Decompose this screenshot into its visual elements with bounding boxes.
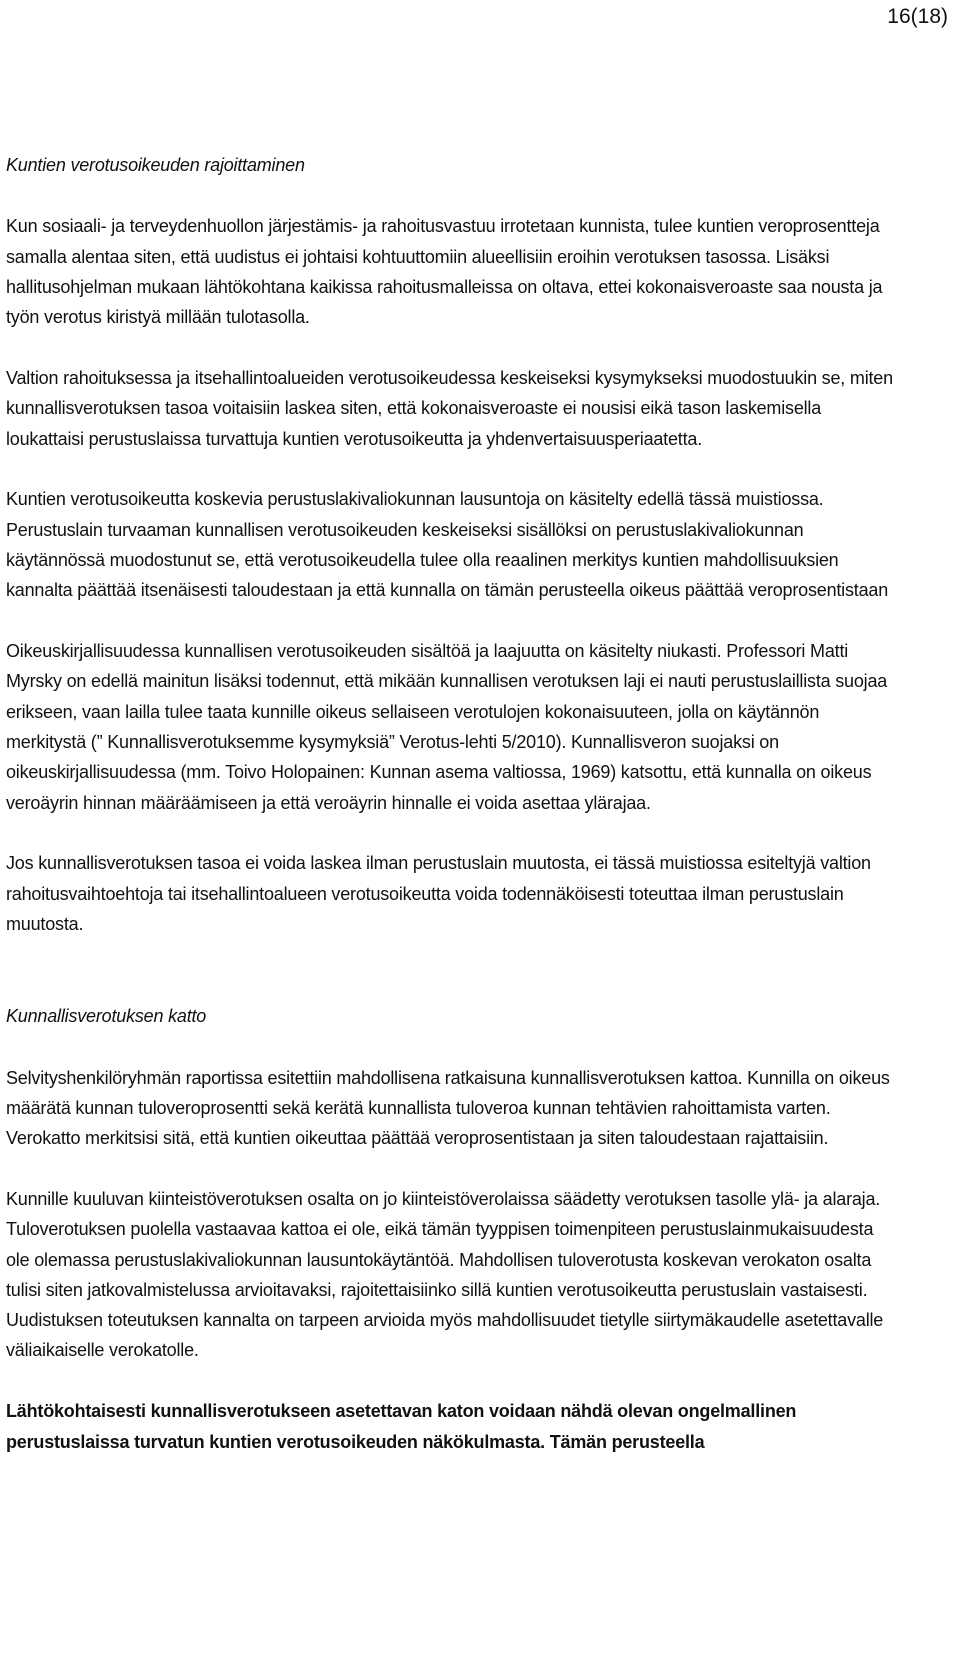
paragraph: Kunnille kuuluvan kiinteistöverotuksen osalta on jo kiinteistöverolaissa säädetty verotuksen tasolle ylä- ja alaraja. Tuloverotuksen puolella vastaavaa kattoa ei ole, eikä tämän tyyppisen toimenpiteen perustuslainmukaisuudesta ole olemassa perustuslakivaliokunnan lausuntokäytäntöä. Mahdollisen tuloverotusta koskevan verokaton osalta tulisi siten jatkovalmistelussa arvioitavaksi, rajoitettaisiinko sillä kuntien verotusoikeutta perustuslain vastaisesti. Uudistuksen toteutuksen kannalta on tarpeen arvioida myös mahdollisuudet tietylle siirtymäkaudelle asetettavalle väliaikaiselle verokatolle. bbox=[6, 1188, 884, 1361]
paragraph: Valtion rahoituksessa ja itsehallintoalueiden verotusoikeudessa keskeiseksi kysymykseksi muodostuukin se, miten kunnallisverotuksen tasoa voitaisiin laskea siten, että kokonaisveroaste ei nousisi eikä tason laskemisella loukattaisi perustuslaissa turvattuja kuntien verotusoikeutta ja yhdenvertaisuusperiaatetta. bbox=[6, 367, 893, 449]
paragraph: Selvityshenkilöryhmän raportissa esitettiin mahdollisena ratkaisuna kunnallisverotuksen kattoa. Kunnilla on oikeus määrätä kunnan tuloveroprosentti sekä kerätä kunnallista tuloveroa kunnan tehtävien rahoittamista varten. Verokatto merkitsisi sitä, että kuntien oikeuttaa päättää veroprosentistaan ja siten taloudestaan rajattaisiin. bbox=[6, 1067, 890, 1149]
page-number: 16(18) bbox=[887, 5, 948, 28]
bold-paragraph: Lähtökohtaisesti kunnallisverotukseen asetettavan katon voidaan nähdä olevan ongelmallinen perustuslaissa turvatun kuntien verotusoikeuden näkökulmasta. Tämän perusteella bbox=[6, 1401, 797, 1452]
paragraph: Kun sosiaali- ja terveydenhuollon järjestämis- ja rahoitusvastuu irrotetaan kunnista, tulee kuntien veroprosentteja samalla alentaa siten, että uudistus ei johtaisi kohtuuttomiin alueellisiin eroihin verotuksen tasossa. Lisäksi hallitusohjelman mukaan lähtökohtana kaikissa rahoitusmalleissa on oltava, ettei kokonaisveroaste saa nousta ja työn verotus kiristyä millään tulotasolla. bbox=[6, 216, 883, 328]
section-tax-right-restriction bbox=[6, 150, 898, 939]
section-municipal-tax-cap bbox=[6, 1001, 898, 1457]
paragraph: Jos kunnallisverotuksen tasoa ei voida laskea ilman perustuslain muutosta, ei tässä muistiossa esiteltyjä valtion rahoitusvaihtoehtoja tai itsehallintoalueen verotusoikeutta voida todennäköisesti toteuttaa ilman perustuslain muutosta. bbox=[6, 853, 871, 934]
section-heading: Kuntien verotusoikeuden rajoittaminen bbox=[6, 155, 305, 175]
section-heading: Kunnallisverotuksen katto bbox=[6, 1006, 207, 1027]
document-body bbox=[6, 150, 898, 1457]
paragraph: Oikeuskirjallisuudessa kunnallisen verotusoikeuden sisältöä ja laajuutta on käsitelty niukasti. Professori Matti Myrsky on edellä mainitun lisäksi todennut, että mikään kunnallisen verotuksen laji ei nauti perustuslaillista suojaa erikseen, vaan lailla tulee taata kunnille oikeus sellaiseen verotulojen kokonaisuuteen, jolla on käytännön merkitystä (” Kunnallisverotuksemme kysymyksiä” Verotus-lehti 5/2010). Kunnallisveron suojaksi on oikeuskirjallisuudessa (mm. Toivo Holopainen: Kunnan asema valtiossa, 1969) katsottu, että kunnalla on oikeus veroäyrin hinnan määräämiseen ja että veroäyrin hinnalle ei voida asettaa ylärajaa. bbox=[6, 641, 888, 813]
paragraph: Kuntien verotusoikeutta koskevia perustuslakivaliokunnan lausuntoja on käsitelty edellä tässä muistiossa. Perustuslain turvaaman kunnallisen verotusoikeuden keskeiseksi sisällöksi on perustuslakivaliokunnan käytännössä muodostunut se, että verotusoikeudella tulee olla reaalinen merkitys kuntien mahdollisuuksien kannalta päättää itsenäisesti taloudestaan ja että kunnalla on tämän perusteella oikeus päättää veroprosentistaan bbox=[6, 489, 889, 601]
